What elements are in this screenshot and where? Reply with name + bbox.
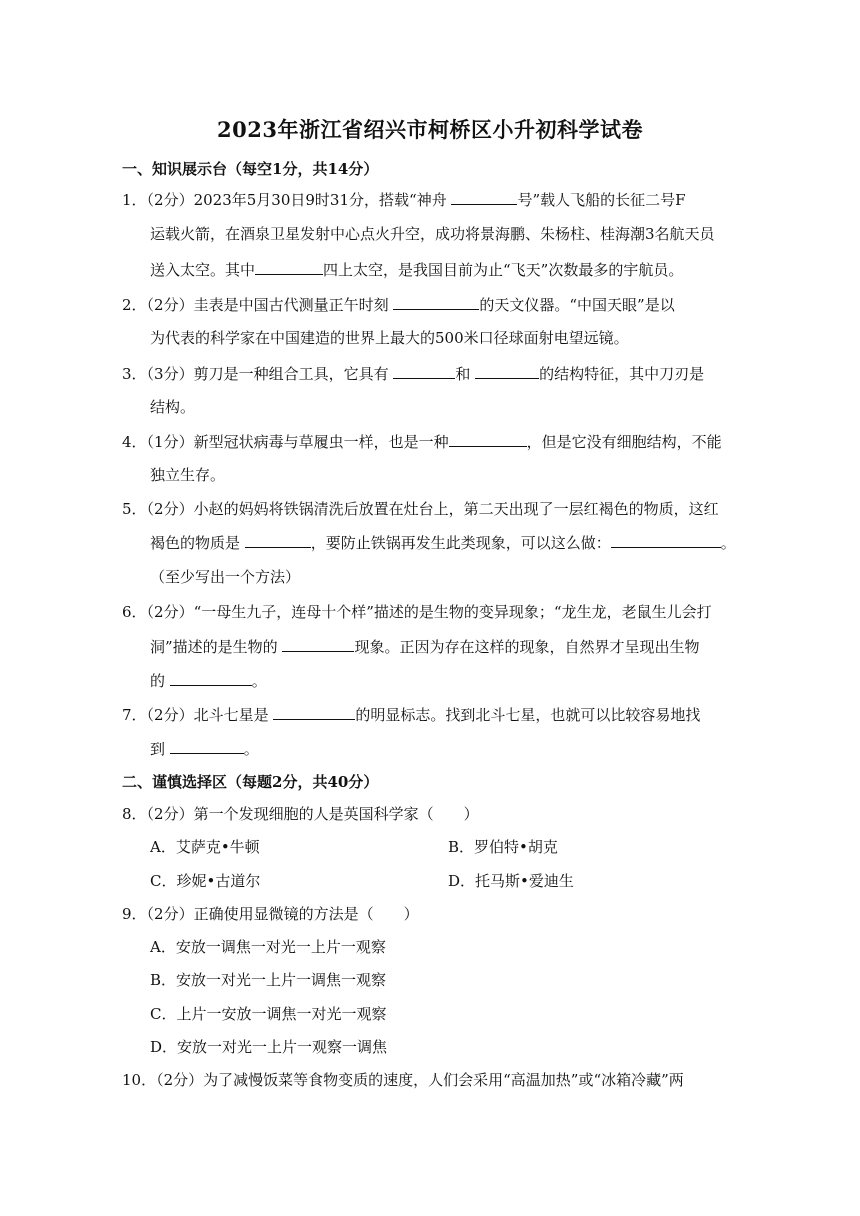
q1-blank-2[interactable] <box>255 259 323 275</box>
q3-text-c: 的结构特征，其中刀刃是 <box>539 365 705 383</box>
question-2-line-1 <box>122 294 675 315</box>
q8-option-c[interactable]: C．珍妮•古道尔 <box>150 872 261 890</box>
q3-blank-2[interactable] <box>475 363 539 379</box>
q6-text-b: 洞”描述的是生物的 <box>150 638 283 656</box>
q7-blank-2[interactable] <box>170 738 244 754</box>
q9-option-c[interactable]: C．上片一安放一调焦一对光一观察 <box>150 1005 387 1023</box>
question-1-line-3 <box>150 259 683 280</box>
q6-blank-2[interactable] <box>170 670 252 686</box>
q4-blank-1[interactable] <box>449 431 527 447</box>
q9-option-b[interactable]: B．安放一对光一上片一调焦一观察 <box>150 971 387 989</box>
q3-text-a: 3．（3分）剪刀是一种组合工具，它具有 <box>122 365 394 383</box>
question-5-line-2 <box>150 532 736 553</box>
question-7-line-1 <box>122 704 700 725</box>
q5-blank-2[interactable] <box>611 532 721 548</box>
question-10-line-1: 10．（2分）为了减慢饭菜等食物变质的速度，人们会采用“高温加热”或“冰箱冷藏”两 <box>122 1071 684 1089</box>
question-3-line-2: 结构。 <box>150 398 196 416</box>
question-1-line-2: 运载火箭，在酒泉卫星发射中心点火升空，成功将景海鹏、朱杨柱、桂海潮3名航天员 <box>150 225 715 243</box>
q4-text-a: 4．（1分）新型冠状病毒与草履虫一样，也是一种 <box>122 433 449 451</box>
q8-option-b[interactable]: B．罗伯特•胡克 <box>448 838 558 856</box>
q6-text-e: 。 <box>251 672 267 690</box>
q7-text-a: 7．（2分）北斗七星是 <box>122 706 274 724</box>
question-4-line-2: 独立生存。 <box>150 466 226 484</box>
q6-text-d: 的 <box>150 672 170 690</box>
q9-option-d[interactable]: D．安放一对光一上片一观察一调焦 <box>150 1038 388 1056</box>
q4-text-b: ，但是它没有细胞结构，不能 <box>526 433 722 451</box>
q3-blank-1[interactable] <box>393 363 455 379</box>
q8-option-a[interactable]: A．艾萨克•牛顿 <box>150 838 260 856</box>
question-9-stem: 9．（2分）正确使用显微镜的方法是（ ） <box>122 905 419 923</box>
q5-text-c: ，要防止铁锅再发生此类现象，可以这么做： <box>310 534 611 552</box>
question-5-line-1: 5．（2分）小赵的妈妈将铁锅清洗后放置在灶台上，第二天出现了一层红褐色的物质，这红 <box>122 500 719 518</box>
q7-text-c: 到 <box>150 740 170 758</box>
section-2-heading: 二、谨慎选择区（每题2分，共40分） <box>122 773 379 791</box>
question-6-line-3 <box>150 670 267 691</box>
question-8-stem: 8．（2分）第一个发现细胞的人是英国科学家（ ） <box>122 805 479 823</box>
q3-text-b: 和 <box>455 365 476 383</box>
question-6-line-1: 6．（2分）“一母生九子，连母十个样”描述的是生物的变异现象；“龙生龙，老鼠生儿会打 <box>122 603 712 621</box>
q9-option-a[interactable]: A．安放一调焦一对光一上片一观察 <box>150 938 386 956</box>
q5-text-d: 。 <box>720 534 736 552</box>
q2-blank-1[interactable] <box>393 294 479 310</box>
q5-blank-1[interactable] <box>245 532 311 548</box>
question-1-line-1 <box>122 189 686 210</box>
q7-text-d: 。 <box>243 740 259 758</box>
exam-title: 2023年浙江省绍兴市柯桥区小升初科学试卷 <box>217 117 643 142</box>
q1-text-e: 四上太空，是我国目前为止“飞天”次数最多的宇航员。 <box>323 261 684 279</box>
q1-blank-1[interactable] <box>451 189 517 205</box>
question-2-line-2: 为代表的科学家在中国建造的世界上最大的500米口径球面射电望远镜。 <box>150 329 629 347</box>
question-6-line-2 <box>150 636 699 657</box>
q7-text-b: 的明显标志。找到北斗七星，也就可以比较容易地找 <box>355 706 701 724</box>
q7-blank-1[interactable] <box>273 704 355 720</box>
q5-text-b: 褐色的物质是 <box>150 534 245 552</box>
q8-option-d[interactable]: D．托马斯•爱迪生 <box>448 872 574 890</box>
question-7-line-2 <box>150 738 259 759</box>
q6-text-c: 现象。正因为存在这样的现象，自然界才呈现出生物 <box>354 638 700 656</box>
q1-text-d: 送入太空。其中 <box>150 261 256 279</box>
section-1-heading: 一、知识展示台（每空1分，共14分） <box>122 160 379 178</box>
q6-blank-1[interactable] <box>282 636 354 652</box>
question-3-line-1 <box>122 363 704 384</box>
q1-text-a: 1．（2分）2023年5月30日9时31分，搭载“神舟 <box>122 191 452 209</box>
question-5-line-3: （至少写出一个方法） <box>150 568 301 586</box>
q1-text-b: 号”载人飞船的长征二号F <box>517 191 686 209</box>
q2-text-a: 2．（2分）圭表是中国古代测量正午时刻 <box>122 296 394 314</box>
question-4-line-1 <box>122 431 722 452</box>
q2-text-b: 的天文仪器。“中国天眼”是以 <box>479 296 675 314</box>
